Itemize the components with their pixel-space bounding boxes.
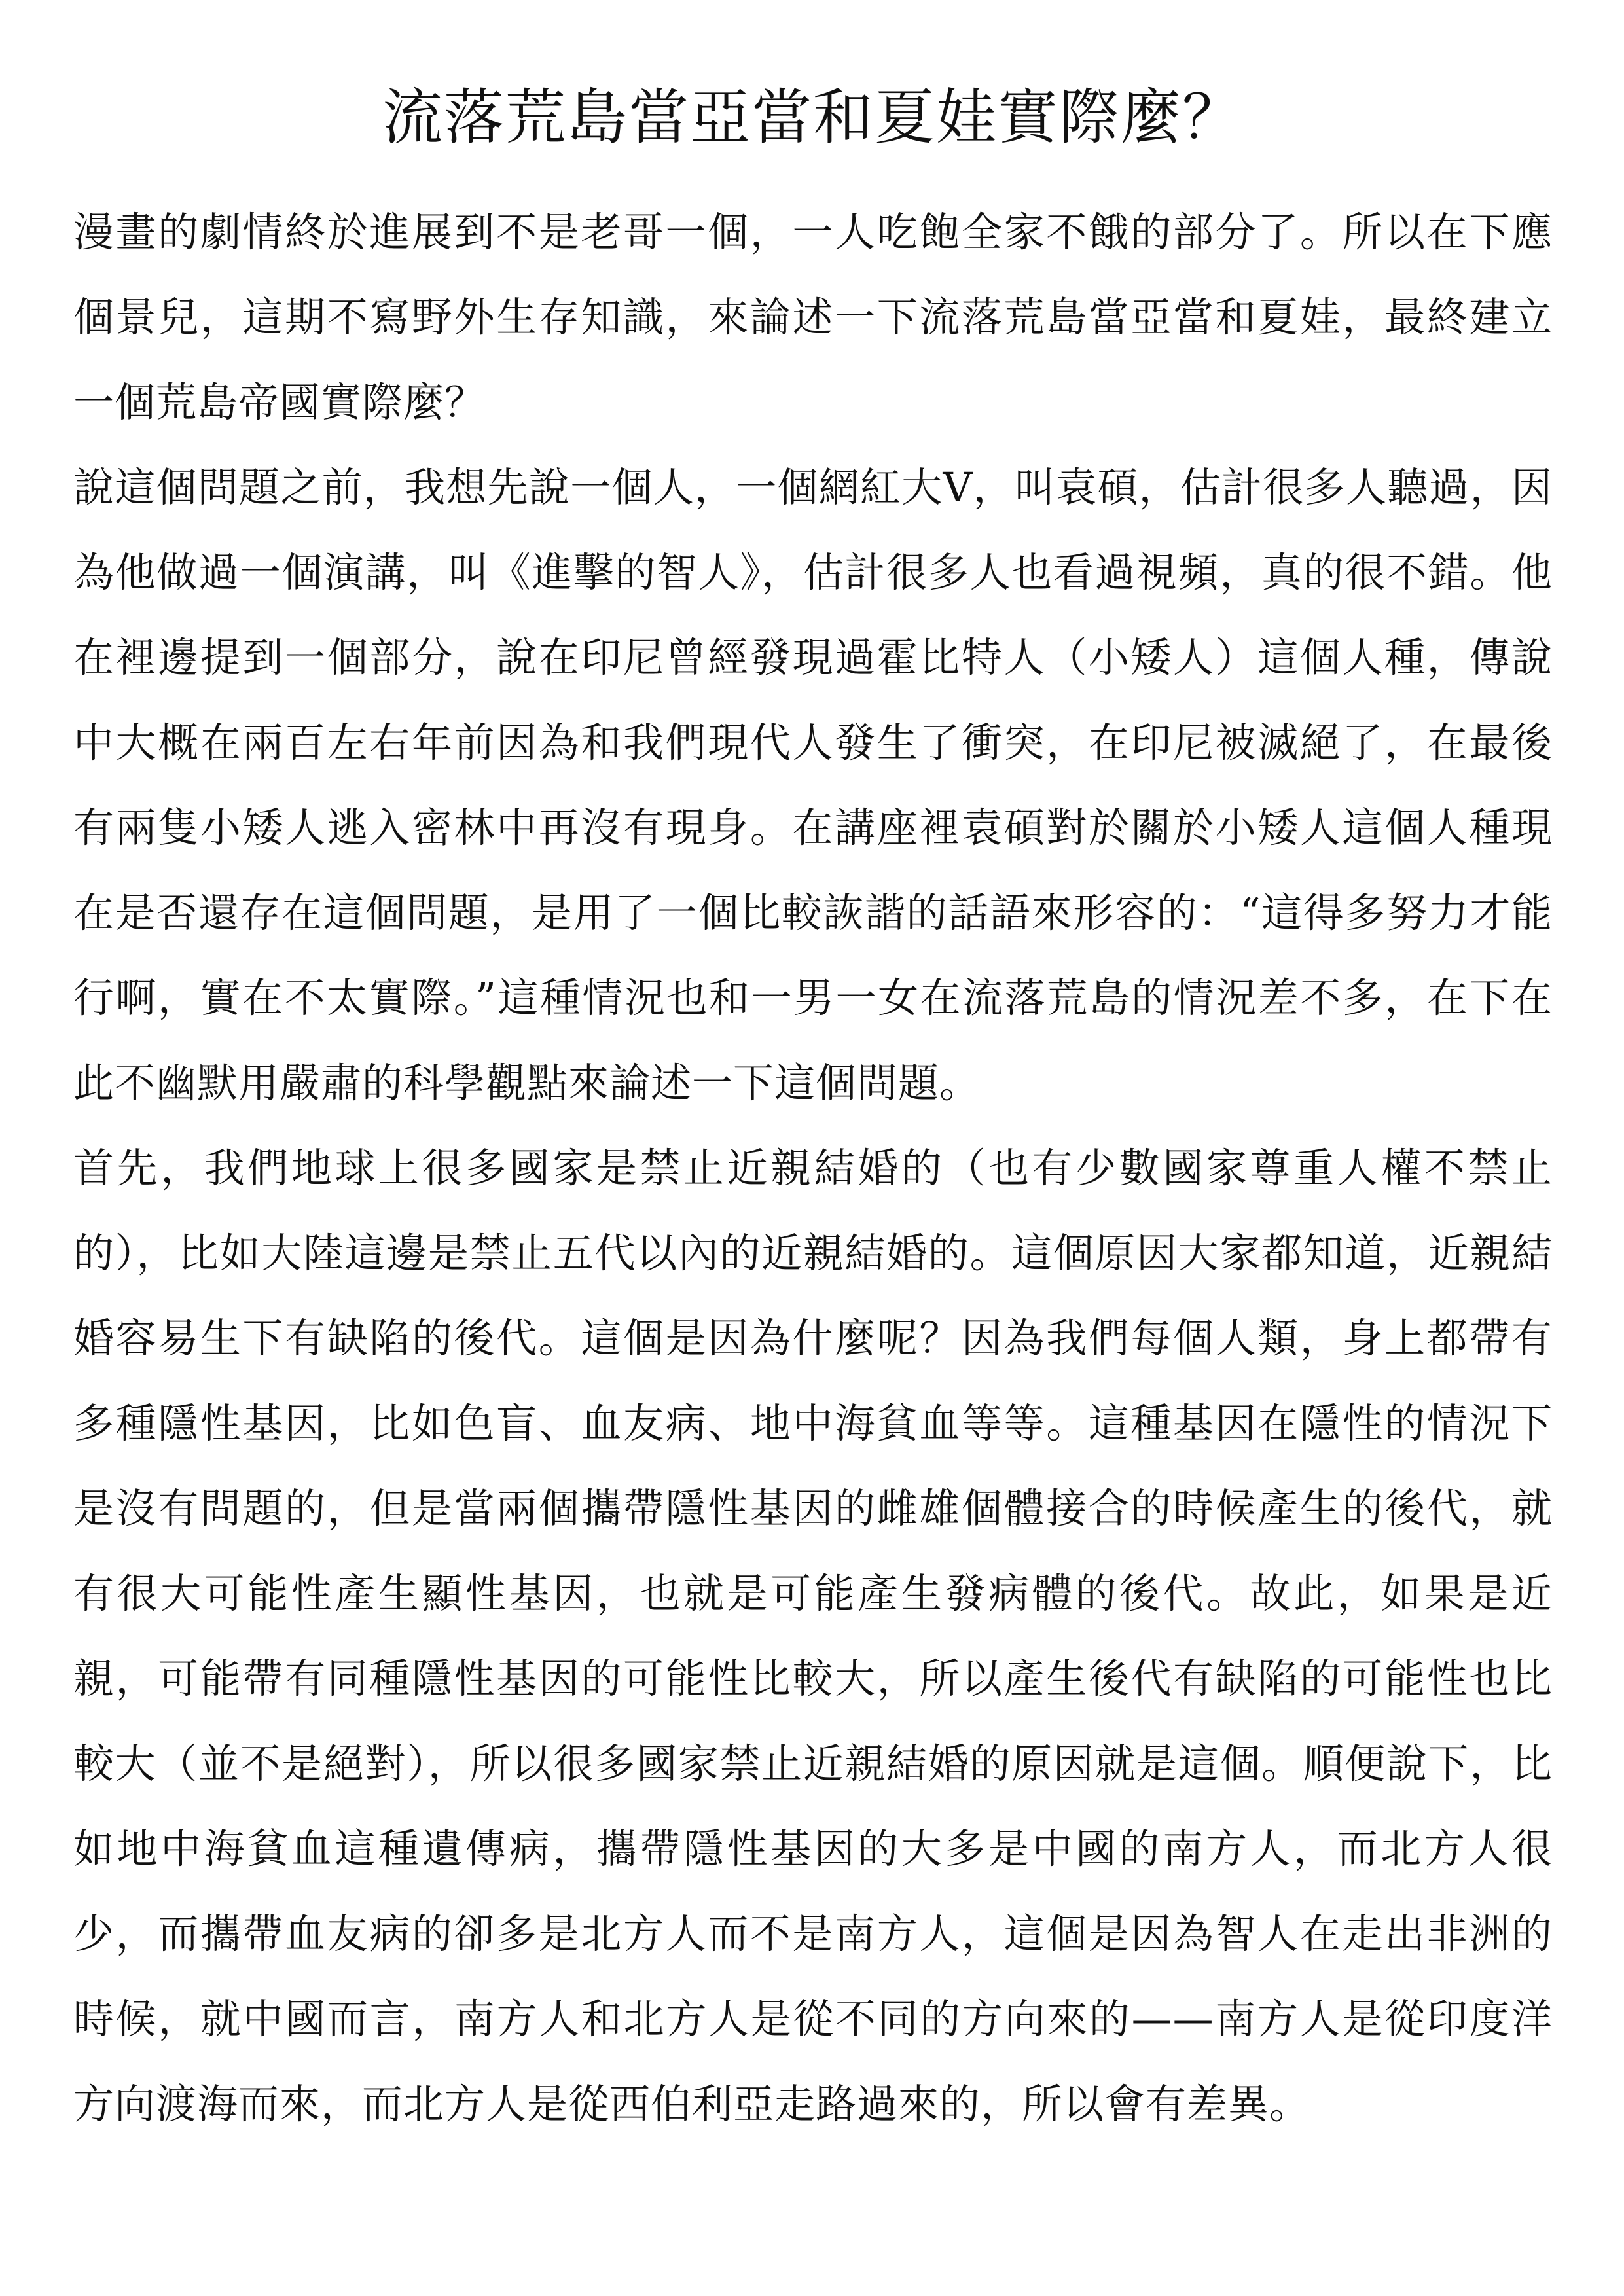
paragraph-genetics: 首先，我們地球上很多國家是禁止近親結婚的（也有少數國家尊重人權不禁止的），比如大陸這邊是禁止五代以內的近親結婚的。這個原因大家都知道，近親結婚容易生下有缺陷的後代。這個是因為什麼呢？因為我們每個人類，身上都帶有多種隱性基因，比如色盲、血友病、地中海貧血等等。這種基因在隱性的情況下是沒有問題的，但是當兩個攜帶隱性基因的雌雄個體接合的時候產生的後代，就有很大可能性產生顯性基因，也就是可能產生發病體的後代。故此，如果是近親，可能帶有同種隱性基因的可能性比較大，所以產生後代有缺陷的可能性也比較大（並不是絕對），所以很多國家禁止近親結婚的原因就是這個。順便說下，比如地中海貧血這種遺傳病，攜帶隱性基因的大多是中國的南方人，而北方人很少，而攜帶血友病的卻多是北方人而不是南方人，這個是因為智人在走出非洲的時候，就中國而言，南方人和北方人是從不同的方向來的——南方人是從印度洋方向渡海而來，而北方人是從西伯利亞走路過來的，所以會有差異。	[73, 1144, 1553, 2128]
document-page	[73, 72, 1553, 2147]
document-title: 流落荒島當亞當和夏娃實際麼？	[382, 82, 1244, 152]
paragraph-hobbit: 說這個問題之前，我想先說一個人，一個網紅大V，叫袁碩，估計很多人聽過，因為他做過一個演講，叫《進擊的智人》，估計很多人也看過視頻，真的很不錯。他在裡邊提到一個部分，說在印尼曾經發現過霍比特人（小矮人）這個人種，傳說中大概在兩百左右年前因為和我們現代人發生了衝突，在印尼被滅絕了，在最後有兩隻小矮人逃入密林中再沒有現身。在講座裡袁碩對於關於小矮人這個人種現在是否還存在這個問題，是用了一個比較詼諧的話語來形容的：“這得多努力才能行啊，實在不太實際。”這種情況也和一男一女在流落荒島的情況差不多，在下在此不幽默用嚴肅的科學觀點來論述一下這個問題。	[73, 463, 1553, 1107]
paragraph-intro: 漫畫的劇情終於進展到不是老哥一個，一人吃飽全家不餓的部分了。所以在下應個景兒，這期不寫野外生存知識，來論述一下流落荒島當亞當和夏娃，最終建立一個荒島帝國實際麼？	[73, 208, 1553, 426]
